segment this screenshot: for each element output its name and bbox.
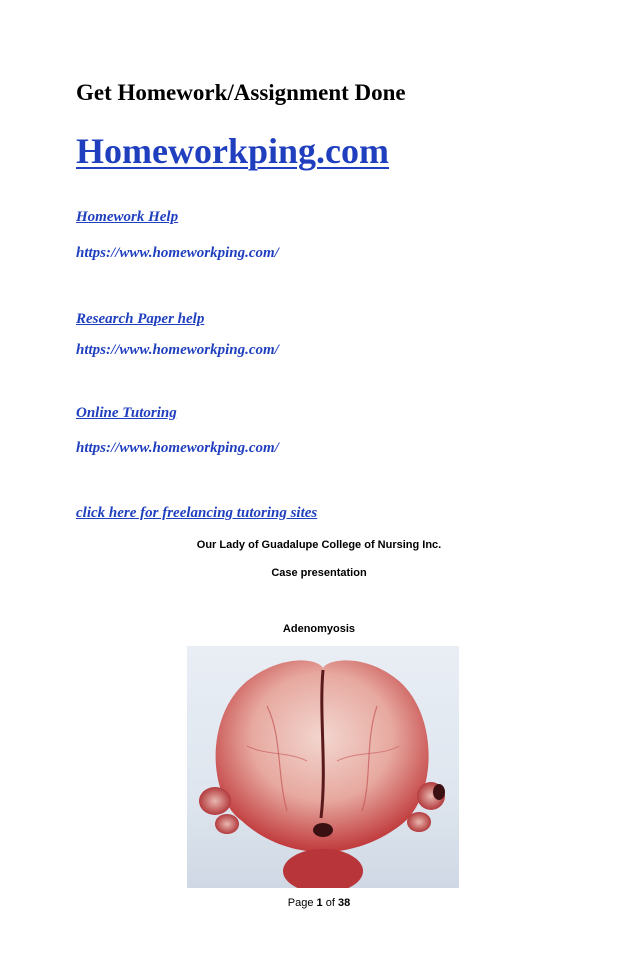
homework-help-url[interactable]: https://www.homeworkping.com/ xyxy=(76,245,279,261)
page-label: Page xyxy=(287,897,314,909)
page-heading: Get Homework/Assignment Done xyxy=(76,80,406,105)
brand-link[interactable]: Homeworkping.com xyxy=(76,131,389,171)
document-subtitle: Case presentation xyxy=(271,567,367,579)
specimen-photo xyxy=(187,646,459,888)
page-number: 1 xyxy=(316,897,323,909)
freelancing-tutoring-link[interactable]: click here for freelancing tutoring sites xyxy=(76,505,318,521)
online-tutoring-link[interactable]: Online Tutoring xyxy=(76,405,177,421)
of-label: of xyxy=(325,897,335,909)
page-total: 38 xyxy=(337,897,351,909)
page-footer xyxy=(0,897,638,909)
institution-name: Our Lady of Guadalupe College of Nursing Inc. xyxy=(196,539,442,551)
document-topic: Adenomyosis xyxy=(282,623,356,635)
online-tutoring-url[interactable]: https://www.homeworkping.com/ xyxy=(76,440,279,456)
research-paper-help-link[interactable]: Research Paper help xyxy=(76,311,205,327)
research-paper-help-url[interactable]: https://www.homeworkping.com/ xyxy=(76,342,279,358)
homework-help-link[interactable]: Homework Help xyxy=(76,209,179,225)
specimen-illustration xyxy=(187,646,459,888)
